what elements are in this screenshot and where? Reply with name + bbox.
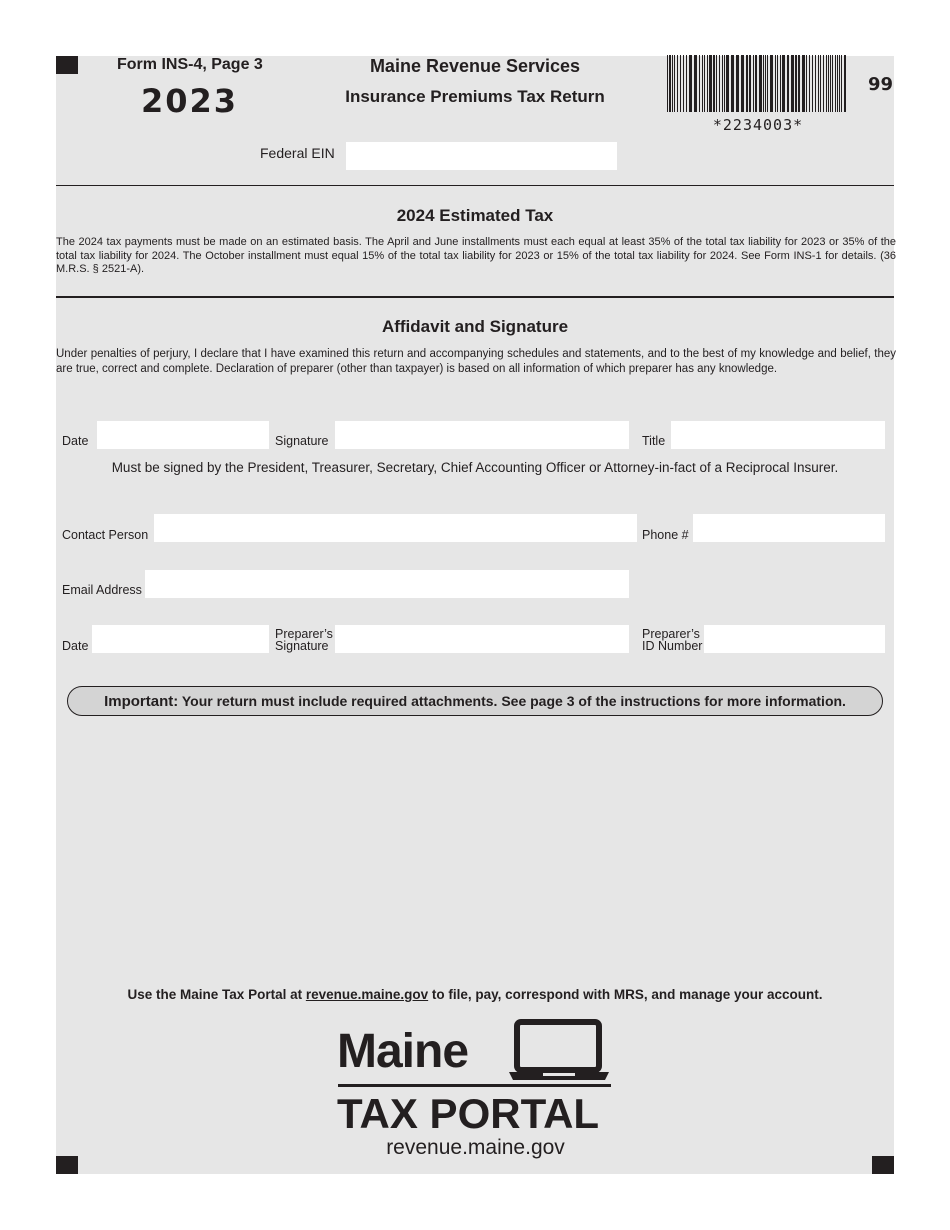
important-notice: [67, 686, 883, 716]
laptop-icon: [507, 1018, 611, 1084]
portal-text-pre: Use the Maine Tax Portal at: [127, 987, 306, 1002]
email-input[interactable]: [145, 570, 629, 598]
affidavit-text: Under penalties of perjury, I declare that I have examined this return and accompanying schedules and statements, and to the best of my knowledge and belief, they are true, correct and complete. Declaration of preparer (other than taxpayer) is based on all information of which preparer has any knowledge.: [56, 348, 896, 375]
logo-tax-portal-text: TAX PORTAL: [337, 1090, 600, 1137]
preparer-date-input[interactable]: [92, 625, 269, 653]
preparer-date-label: Date: [62, 639, 89, 653]
date-label: Date: [62, 434, 89, 448]
registration-mark-top-left: [56, 56, 78, 74]
preparer-id-label-line1: Preparer’s: [642, 627, 700, 641]
important-lead: Important:: [104, 693, 179, 710]
preparer-signature-label: [275, 628, 333, 652]
phone-input[interactable]: [693, 514, 885, 542]
email-label: Email Address: [62, 583, 142, 597]
agency-name: Maine Revenue Services: [369, 56, 581, 76]
important-text: Your return must include required attachments. See page 3 of the instructions for more information.: [178, 693, 846, 709]
return-title: Insurance Premiums Tax Return: [345, 87, 605, 106]
registration-mark-bottom-left: [56, 1156, 78, 1174]
form-year: 2023: [141, 82, 239, 120]
portal-link[interactable]: revenue.maine.gov: [305, 987, 429, 1002]
preparer-signature-label-line1: Preparer’s: [275, 627, 333, 641]
signing-requirement-note: Must be signed by the President, Treasurer, Secretary, Chief Accounting Officer or Attorney-in-fact of a Reciprocal Insurer.: [111, 460, 839, 475]
logo-maine-text: Maine: [337, 1025, 469, 1078]
preparer-signature-input[interactable]: [335, 625, 629, 653]
ein-label: Federal EIN: [260, 145, 335, 161]
barcode: [667, 55, 849, 112]
divider: [56, 185, 894, 186]
logo-divider: [338, 1084, 611, 1087]
portal-text-post: to file, pay, correspond with MRS, and manage your account.: [428, 987, 823, 1002]
preparer-id-label-line2: ID Number: [642, 639, 703, 653]
barcode-text: *2234003*: [712, 116, 804, 134]
date-input[interactable]: [97, 421, 269, 449]
estimated-tax-title: 2024 Estimated Tax: [396, 206, 554, 225]
form-label: Form INS-4, Page 3: [117, 56, 263, 73]
divider: [56, 296, 894, 298]
affidavit-title: Affidavit and Signature: [381, 317, 569, 336]
preparer-id-input[interactable]: [704, 625, 885, 653]
registration-mark-bottom-right: [872, 1156, 894, 1174]
estimated-tax-text: The 2024 tax payments must be made on an estimated basis. The April and June installments must each equal at least 35% of the total tax liability for 2023 or 35% of the total tax liability for 2024. The October installment must equal 15% of the total tax liability for 2023 or 15% of the total tax liability for 2024. See Form INS-1 for details. (36 M.R.S. § 2521-A).: [56, 236, 896, 275]
contact-person-input[interactable]: [154, 514, 637, 542]
logo-url: revenue.maine.gov: [386, 1136, 565, 1159]
title-input[interactable]: [671, 421, 885, 449]
ein-input[interactable]: [346, 142, 617, 170]
preparer-id-label: [642, 628, 702, 652]
portal-instructions: [56, 987, 894, 1002]
preparer-signature-label-line2: Signature: [275, 639, 329, 653]
signature-label: Signature: [275, 434, 329, 448]
title-label: Title: [642, 434, 666, 448]
contact-person-label: Contact Person: [62, 528, 149, 542]
form-code: 99: [868, 74, 894, 95]
signature-input[interactable]: [335, 421, 629, 449]
phone-label: Phone #: [642, 528, 689, 542]
